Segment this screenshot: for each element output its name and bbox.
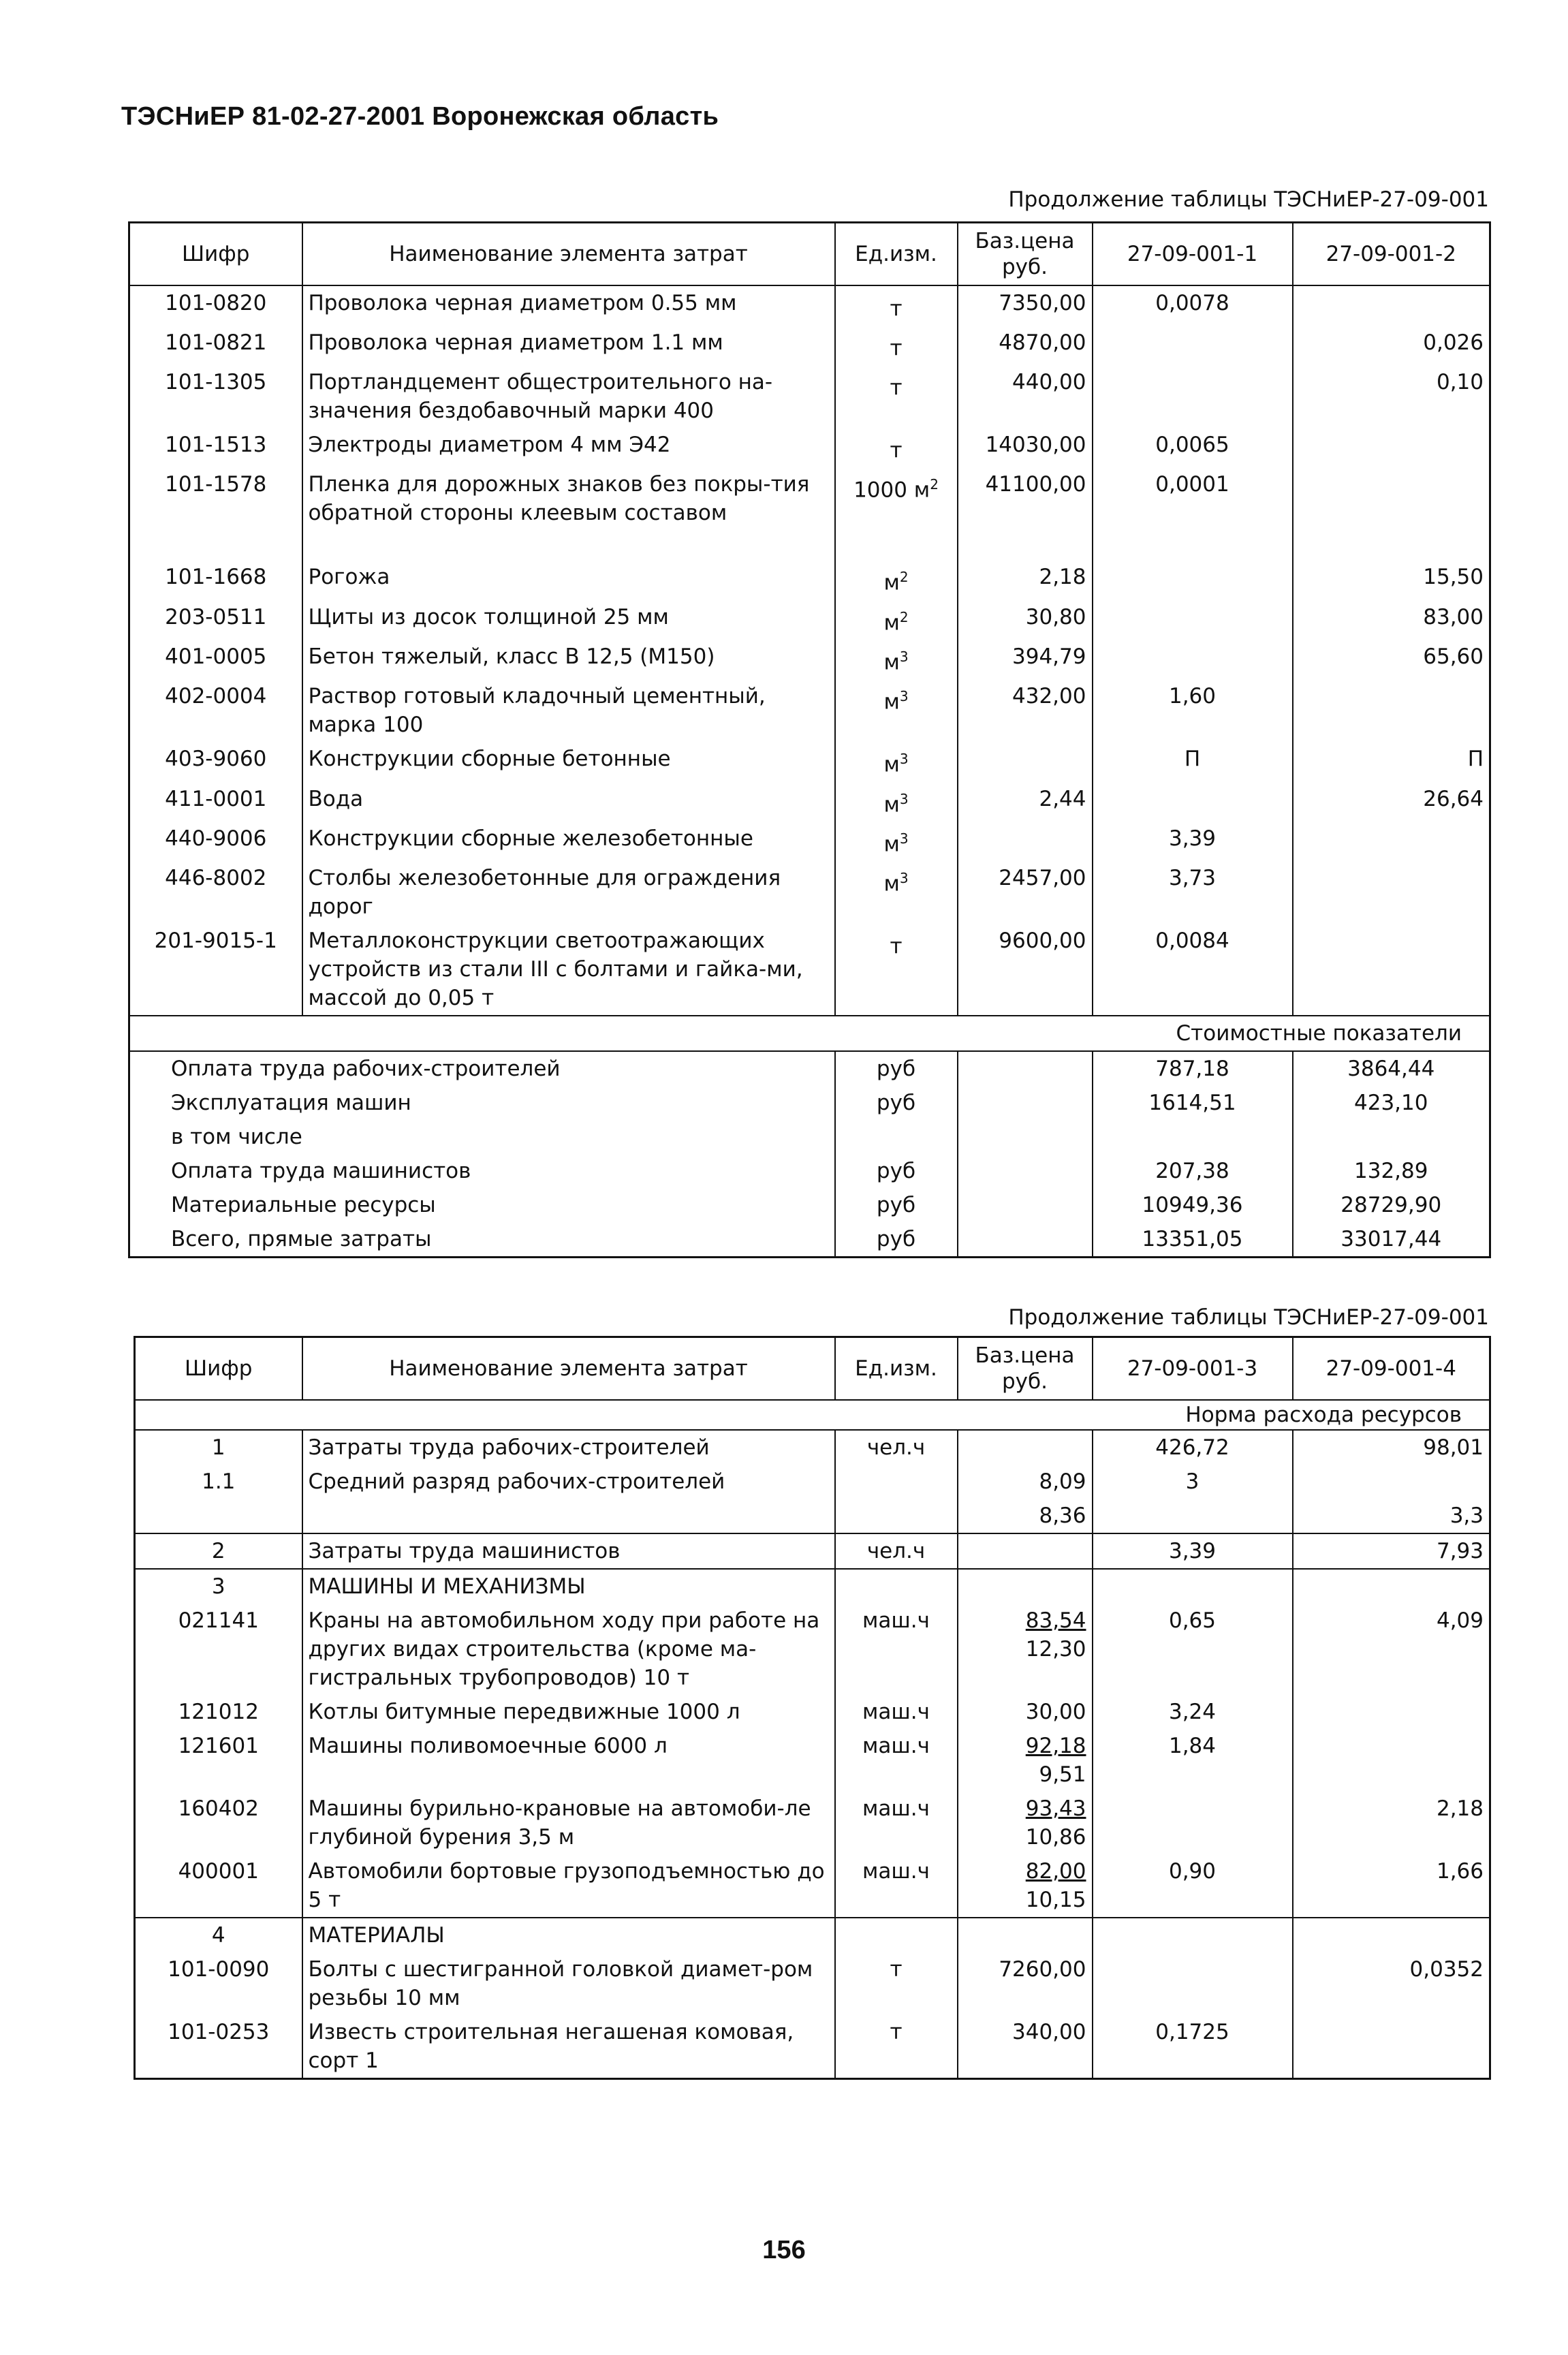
row-unit — [835, 1499, 958, 1533]
table-row — [129, 861, 1490, 924]
summary-row — [129, 1086, 1490, 1120]
spacer-row — [129, 530, 1490, 560]
row-value-col1: 3,73 — [1093, 861, 1293, 924]
summary-name: Оплата труда машинистов — [129, 1154, 835, 1188]
summary-value-col1 — [1093, 1120, 1293, 1154]
row-value-col1: 0,0084 — [1093, 924, 1293, 1016]
spacer-cell — [958, 530, 1093, 560]
table-row — [129, 600, 1490, 640]
header-col3: 27-09-001-3 — [1093, 1337, 1293, 1400]
header-price — [958, 223, 1093, 285]
header-price-line2: руб. — [1002, 1369, 1048, 1394]
row-unit — [835, 285, 958, 326]
row-value-col3: 0,1725 — [1093, 2015, 1293, 2079]
row-price — [958, 1499, 1093, 1533]
row-unit — [835, 365, 958, 428]
row-value-col1 — [1093, 326, 1293, 365]
row-code: 101-1668 — [129, 560, 302, 599]
header-name: Наименование элемента затрат — [302, 223, 835, 285]
row-code: 3 — [135, 1569, 302, 1604]
table-row — [129, 428, 1490, 467]
summary-value-col1: 13351,05 — [1093, 1222, 1293, 1258]
table-row — [129, 467, 1490, 530]
price-base: 8,36 — [1039, 1503, 1086, 1528]
row-price — [958, 1430, 1093, 1465]
row-value-col1 — [1093, 560, 1293, 599]
table-row — [135, 1952, 1490, 2015]
row-value-col4: 1,66 — [1436, 1858, 1484, 1884]
row-value-col4: 7,93 — [1293, 1533, 1490, 1569]
row-unit — [835, 428, 958, 467]
row-value-col2 — [1293, 285, 1490, 326]
price-base: 92,18 — [1025, 1733, 1086, 1758]
header-code: Шифр — [135, 1337, 302, 1400]
row-value-col1: 0,0001 — [1093, 467, 1293, 530]
row-name: Проволока черная диаметром 0.55 мм — [302, 285, 835, 326]
row-value-col1: 0,0065 — [1093, 428, 1293, 467]
row-value-col4 — [1293, 1729, 1490, 1792]
row-unit — [835, 679, 958, 742]
summary-unit: руб — [835, 1086, 958, 1120]
row-unit: т — [835, 2015, 958, 2079]
price-base: 8,09 — [1039, 1469, 1086, 1494]
row-price: 432,00 — [958, 679, 1093, 742]
row-value-col1 — [1093, 365, 1293, 428]
price-base: 82,00 — [1025, 1858, 1086, 1884]
row-price: 440,00 — [958, 365, 1093, 428]
row-code: 446-8002 — [129, 861, 302, 924]
summary-empty — [958, 1086, 1093, 1120]
row-code: 2 — [135, 1533, 302, 1569]
row-price — [958, 1952, 1093, 2015]
summary-value-col1: 787,18 — [1093, 1051, 1293, 1086]
row-value-col3 — [1093, 1792, 1293, 1854]
row-name: Проволока черная диаметром 1.1 мм — [302, 326, 835, 365]
row-code: 201-9015-1 — [129, 924, 302, 1016]
summary-row — [129, 1222, 1490, 1258]
row-unit — [835, 467, 958, 530]
row-price — [958, 1569, 1093, 1604]
row-code: 021141 — [135, 1604, 302, 1695]
table-resource-norms — [134, 1336, 1491, 2080]
row-unit: чел.ч — [835, 1533, 958, 1569]
row-code: 101-1305 — [129, 365, 302, 428]
table-row — [129, 326, 1490, 365]
price-base: 7260,00 — [999, 1956, 1086, 1982]
row-value-col4 — [1293, 1918, 1490, 1952]
row-value-col2: 83,00 — [1423, 604, 1484, 629]
table-row — [129, 560, 1490, 599]
row-name: Машины бурильно-крановые на автомоби-ле глубиной бурения 3,5 м — [302, 1792, 835, 1854]
unit-text: м — [883, 792, 900, 817]
row-value-col3 — [1093, 1952, 1293, 2015]
row-code: 440-9006 — [129, 822, 302, 861]
unit-text: м — [883, 832, 900, 857]
row-name: Рогожа — [302, 560, 835, 599]
row-unit: маш.ч — [835, 1729, 958, 1792]
header-unit: Ед.изм. — [835, 1337, 958, 1400]
row-value-col2: 65,60 — [1423, 644, 1484, 670]
price-base: 93,43 — [1025, 1796, 1086, 1821]
header-code: Шифр — [129, 223, 302, 285]
summary-row — [129, 1154, 1490, 1188]
row-price: 394,79 — [958, 640, 1093, 679]
row-name: Бетон тяжелый, класс В 12,5 (М150) — [302, 640, 835, 679]
spacer-cell — [1293, 530, 1490, 560]
row-unit — [835, 861, 958, 924]
table1-caption: Продолжение таблицы ТЭСНиЕР-27-09-001 — [1008, 187, 1489, 212]
table-row — [135, 1792, 1490, 1854]
row-code: 101-0090 — [135, 1952, 302, 2015]
row-price: 30,80 — [958, 600, 1093, 640]
row-code: 411-0001 — [129, 782, 302, 822]
row-value-col4 — [1293, 2015, 1490, 2079]
price-base: 83,54 — [1025, 1608, 1086, 1633]
table-row — [135, 1533, 1490, 1569]
header-name: Наименование элемента затрат — [302, 1337, 835, 1400]
row-name: Конструкции сборные железобетонные — [302, 822, 835, 861]
row-price: 2,44 — [958, 782, 1093, 822]
row-code: 101-0253 — [135, 2015, 302, 2079]
row-value-col3: 0,65 — [1093, 1604, 1293, 1695]
summary-value-col1: 10949,36 — [1093, 1188, 1293, 1222]
unit-exponent: 3 — [899, 751, 909, 768]
row-name: Машины поливомоечные 6000 л — [302, 1729, 835, 1792]
summary-value-col2: 33017,44 — [1340, 1227, 1442, 1252]
row-name: Вода — [302, 782, 835, 822]
row-unit: маш.ч — [835, 1792, 958, 1854]
row-name: Затраты труда рабочих-строителей — [302, 1430, 835, 1465]
unit-exponent: 3 — [899, 688, 909, 705]
table-row — [135, 1918, 1490, 1952]
row-value-col4 — [1293, 1465, 1490, 1499]
table-row — [129, 640, 1490, 679]
section-row — [135, 1400, 1490, 1430]
summary-value-col1: 1614,51 — [1093, 1086, 1293, 1120]
row-price: 9600,00 — [958, 924, 1093, 1016]
unit-text: м — [883, 871, 900, 896]
row-value-col3: 0,90 — [1093, 1854, 1293, 1918]
row-value-col3: 1,84 — [1093, 1729, 1293, 1792]
price-base: 30,00 — [1025, 1699, 1086, 1724]
row-value-col3: 3,24 — [1093, 1695, 1293, 1729]
unit-text: м — [883, 610, 900, 636]
row-name: Столбы железобетонные для ограждения дорог — [302, 861, 835, 924]
table-row — [129, 782, 1490, 822]
row-name: Затраты труда машинистов — [302, 1533, 835, 1569]
row-name: Котлы битумные передвижные 1000 л — [302, 1695, 835, 1729]
row-unit: т — [835, 1952, 958, 2015]
row-price — [958, 1695, 1093, 1729]
row-value-col1: 3,39 — [1093, 822, 1293, 861]
summary-empty — [958, 1051, 1093, 1086]
row-name: Металлоконструкции светоотражающих устройств из стали III с болтами и гайка-ми, массой до 0,05 т — [302, 924, 835, 1016]
row-code: 402-0004 — [129, 679, 302, 742]
unit-text: т — [890, 934, 903, 959]
unit-text: т — [890, 296, 903, 321]
row-code: 101-0821 — [129, 326, 302, 365]
row-value-col4 — [1293, 1695, 1490, 1729]
summary-unit: руб — [835, 1051, 958, 1086]
spacer-cell — [302, 530, 835, 560]
row-code: 121601 — [135, 1729, 302, 1792]
row-value-col3 — [1093, 1569, 1293, 1604]
spacer-cell — [1093, 530, 1293, 560]
row-unit — [835, 924, 958, 1016]
summary-row — [129, 1051, 1490, 1086]
row-price — [958, 1604, 1093, 1695]
unit-text: т — [890, 336, 903, 361]
row-unit — [835, 560, 958, 599]
row-value-col4: 0,0352 — [1409, 1956, 1484, 1982]
row-price: 4870,00 — [958, 326, 1093, 365]
row-name: Известь строительная негашеная комовая, сорт 1 — [302, 2015, 835, 2079]
header-unit: Ед.изм. — [835, 223, 958, 285]
row-unit — [835, 782, 958, 822]
row-value-col1 — [1093, 782, 1293, 822]
row-price: 7350,00 — [958, 285, 1093, 326]
row-value-col1: П — [1093, 742, 1293, 781]
row-price: 14030,00 — [958, 428, 1093, 467]
summary-unit: руб — [835, 1188, 958, 1222]
row-unit — [835, 1918, 958, 1952]
row-name: Щиты из досок толщиной 25 мм — [302, 600, 835, 640]
row-value-col4: 4,09 — [1436, 1608, 1484, 1633]
table-row — [135, 1430, 1490, 1465]
row-value-col2 — [1293, 428, 1490, 467]
unit-exponent: 2 — [930, 476, 939, 493]
summary-empty — [958, 1120, 1093, 1154]
table-row — [129, 924, 1490, 1016]
row-code: 101-0820 — [129, 285, 302, 326]
row-name: Конструкции сборные бетонные — [302, 742, 835, 781]
row-unit: чел.ч — [835, 1430, 958, 1465]
unit-text: т — [890, 438, 903, 463]
section-label: Стоимостные показатели — [129, 1016, 1490, 1051]
row-unit: маш.ч — [835, 1854, 958, 1918]
summary-name: в том числе — [129, 1120, 835, 1154]
unit-text: т — [890, 375, 903, 401]
table-row — [135, 1695, 1490, 1729]
row-value-col3 — [1093, 1918, 1293, 1952]
row-unit — [835, 1569, 958, 1604]
unit-text: м — [883, 650, 900, 675]
summary-row — [129, 1188, 1490, 1222]
row-code: 4 — [135, 1918, 302, 1952]
unit-exponent: 3 — [899, 649, 909, 666]
row-value-col4: 3,3 — [1449, 1503, 1484, 1528]
row-value-col2 — [1293, 861, 1490, 924]
row-code: 1 — [135, 1430, 302, 1465]
price-base: 340,00 — [1012, 2019, 1086, 2044]
row-value-col1: 1,60 — [1093, 679, 1293, 742]
header-price-line1: Баз.цена — [975, 228, 1075, 253]
row-unit — [835, 600, 958, 640]
unit-text: 1000 м — [853, 478, 930, 503]
summary-value-col2 — [1293, 1120, 1490, 1154]
table-row — [129, 365, 1490, 428]
summary-unit — [835, 1120, 958, 1154]
price-operator: 10,15 — [1025, 1887, 1086, 1912]
table-row — [135, 1854, 1490, 1918]
row-name: Раствор готовый кладочный цементный, марка 100 — [302, 679, 835, 742]
table-row — [129, 742, 1490, 781]
row-name: Болты с шестигранной головкой диамет-ром резьбы 10 мм — [302, 1952, 835, 2015]
row-unit — [835, 640, 958, 679]
summary-empty — [958, 1222, 1093, 1258]
summary-value-col2: 3864,44 — [1347, 1057, 1435, 1082]
row-value-col2: 0,10 — [1436, 370, 1484, 395]
row-value-col2 — [1293, 679, 1490, 742]
row-price — [958, 1729, 1093, 1792]
row-value-col2 — [1293, 924, 1490, 1016]
row-price: 41100,00 — [958, 467, 1093, 530]
table-row — [129, 679, 1490, 742]
header-price — [958, 1337, 1093, 1400]
table-row — [129, 822, 1490, 861]
table-row — [135, 1569, 1490, 1604]
spacer-cell — [835, 530, 958, 560]
row-code: 1.1 — [135, 1465, 302, 1499]
row-price — [958, 742, 1093, 781]
row-value-col1 — [1093, 600, 1293, 640]
row-price — [958, 2015, 1093, 2079]
summary-empty — [958, 1188, 1093, 1222]
row-code: 101-1513 — [129, 428, 302, 467]
row-code: 401-0005 — [129, 640, 302, 679]
row-value-col2 — [1293, 822, 1490, 861]
summary-unit: руб — [835, 1154, 958, 1188]
header-col1: 27-09-001-1 — [1093, 223, 1293, 285]
table-row — [135, 2015, 1490, 2079]
row-name: Портландцемент общестроительного на-значения бездобавочный марки 400 — [302, 365, 835, 428]
row-unit — [835, 742, 958, 781]
row-price — [958, 1918, 1093, 1952]
table2-caption: Продолжение таблицы ТЭСНиЕР-27-09-001 — [1008, 1305, 1489, 1330]
row-price — [958, 822, 1093, 861]
section-row — [129, 1016, 1490, 1051]
summary-name: Оплата труда рабочих-строителей — [129, 1051, 835, 1086]
section-label: Норма расхода ресурсов — [135, 1400, 1490, 1430]
page-number: 156 — [762, 2236, 806, 2264]
summary-unit: руб — [835, 1222, 958, 1258]
unit-exponent: 3 — [899, 870, 909, 887]
row-price: 2,18 — [958, 560, 1093, 599]
row-unit: маш.ч — [835, 1695, 958, 1729]
row-unit: маш.ч — [835, 1604, 958, 1695]
page-title: ТЭСНиЕР 81-02-27-2001 Воронежская область — [121, 102, 719, 131]
unit-exponent: 3 — [899, 830, 909, 847]
row-name: МАШИНЫ И МЕХАНИЗМЫ — [302, 1569, 835, 1604]
unit-text: м — [883, 570, 900, 595]
unit-text: м — [883, 752, 900, 777]
row-value-col2: 15,50 — [1423, 565, 1484, 590]
unit-exponent: 3 — [899, 790, 909, 807]
row-value-col4 — [1293, 1569, 1490, 1604]
row-name: Автомобили бортовые грузоподъемностью до 5 т — [302, 1854, 835, 1918]
table-cost-indicators — [128, 221, 1491, 1258]
row-value-col3: 3,39 — [1093, 1533, 1293, 1569]
summary-value-col2: 28729,90 — [1340, 1193, 1442, 1218]
header-col2: 27-09-001-2 — [1293, 223, 1490, 285]
row-value-col4: 2,18 — [1436, 1796, 1484, 1821]
row-price: 2457,00 — [958, 861, 1093, 924]
row-name: МАТЕРИАЛЫ — [302, 1918, 835, 1952]
table-row — [135, 1499, 1490, 1533]
unit-exponent: 2 — [899, 608, 909, 625]
summary-empty — [958, 1154, 1093, 1188]
row-code — [135, 1499, 302, 1533]
row-price — [958, 1854, 1093, 1918]
summary-name: Эксплуатация машин — [129, 1086, 835, 1120]
row-code: 400001 — [135, 1854, 302, 1918]
summary-value-col1: 207,38 — [1093, 1154, 1293, 1188]
row-unit — [835, 1465, 958, 1499]
row-code: 101-1578 — [129, 467, 302, 530]
summary-value-col2: 132,89 — [1354, 1159, 1428, 1184]
spacer-cell — [129, 530, 302, 560]
row-value-col3: 3 — [1093, 1465, 1293, 1499]
row-unit — [835, 822, 958, 861]
row-code: 160402 — [135, 1792, 302, 1854]
header-price-line2: руб. — [1002, 254, 1048, 279]
row-code: 121012 — [135, 1695, 302, 1729]
row-price — [958, 1465, 1093, 1499]
row-value-col2 — [1293, 467, 1490, 530]
table-row — [129, 285, 1490, 326]
row-name: Электроды диаметром 4 мм Э42 — [302, 428, 835, 467]
row-name — [302, 1499, 835, 1533]
row-unit — [835, 326, 958, 365]
price-operator: 10,86 — [1025, 1824, 1086, 1850]
summary-name: Материальные ресурсы — [129, 1188, 835, 1222]
row-value-col4: 98,01 — [1423, 1435, 1484, 1460]
table-row — [135, 1465, 1490, 1499]
table-row — [135, 1604, 1490, 1695]
row-price — [958, 1792, 1093, 1854]
row-code: 403-9060 — [129, 742, 302, 781]
header-price-line1: Баз.цена — [975, 1343, 1075, 1368]
row-value-col2: П — [1467, 747, 1484, 772]
row-price — [958, 1533, 1093, 1569]
row-name: Краны на автомобильном ходу при работе на других видах строительства (кроме ма-гистральных трубопроводов) 10 т — [302, 1604, 835, 1695]
row-name: Средний разряд рабочих-строителей — [302, 1465, 835, 1499]
row-value-col1: 0,0078 — [1093, 285, 1293, 326]
price-operator: 12,30 — [1025, 1636, 1086, 1662]
table-row — [135, 1729, 1490, 1792]
header-col4: 27-09-001-4 — [1293, 1337, 1490, 1400]
row-value-col2: 0,026 — [1423, 330, 1484, 355]
unit-text: м — [883, 689, 900, 715]
row-code: 203-0511 — [129, 600, 302, 640]
summary-row — [129, 1120, 1490, 1154]
unit-exponent: 2 — [899, 569, 909, 586]
row-value-col1 — [1093, 640, 1293, 679]
row-value-col3 — [1093, 1499, 1293, 1533]
summary-name: Всего, прямые затраты — [129, 1222, 835, 1258]
row-value-col3: 426,72 — [1093, 1430, 1293, 1465]
row-value-col2: 26,64 — [1423, 786, 1484, 811]
summary-value-col2: 423,10 — [1354, 1091, 1428, 1116]
row-name: Пленка для дорожных знаков без покры-тия обратной стороны клеевым составом — [302, 467, 835, 530]
price-operator: 9,51 — [1039, 1762, 1086, 1787]
